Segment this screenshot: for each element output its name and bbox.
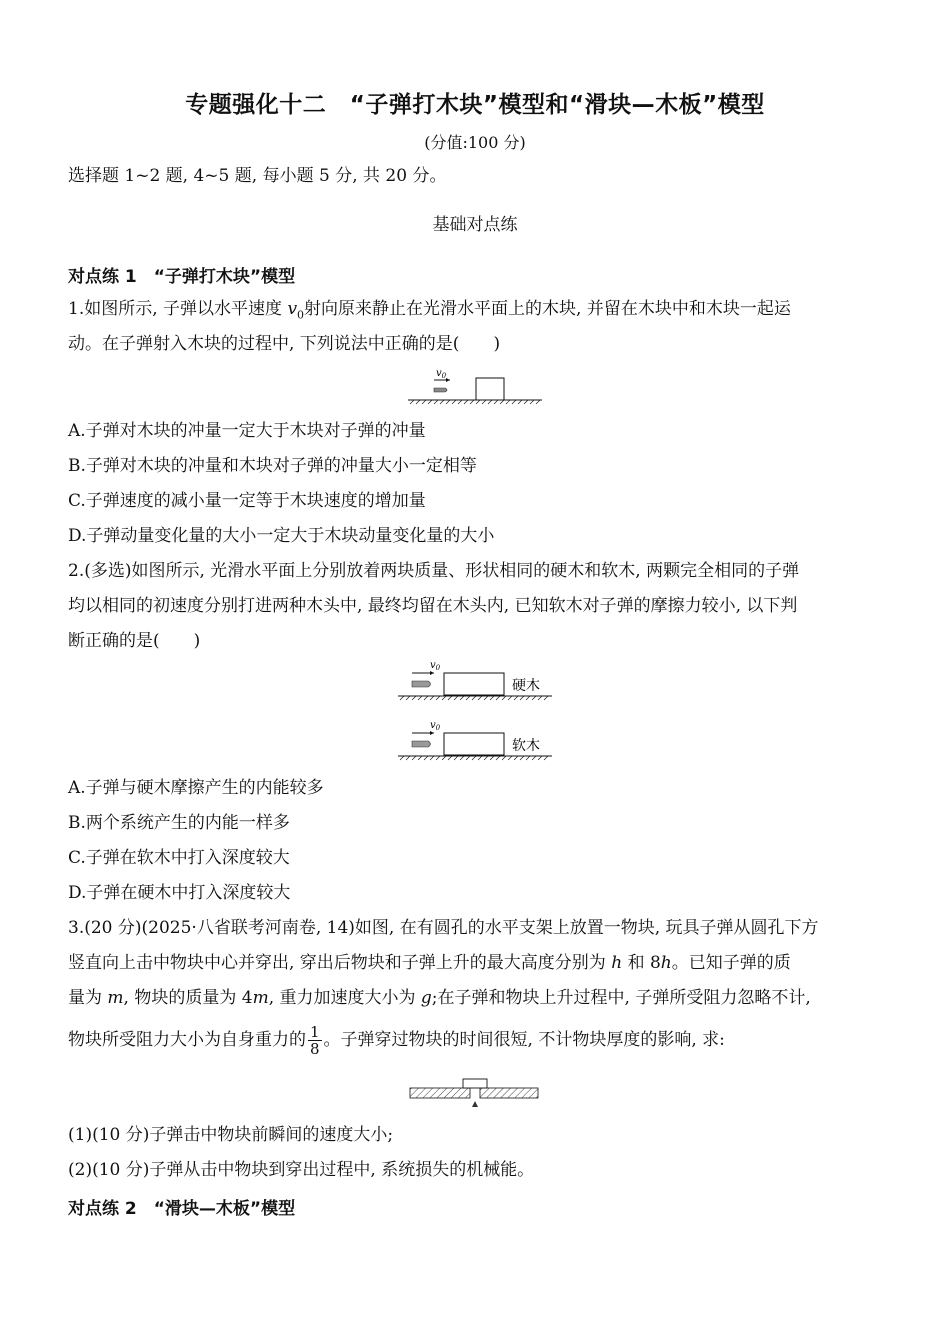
q1-text-line-1: 1.如图所示, 子弹以水平速度 $v_0$射向原来静止在光滑水平面上的木块, 并留在木块中和木块一起运 <box>68 299 791 322</box>
q3-text-line-2: 竖直向上击中物块中心并穿出, 穿出后物块和子弹上升的最大高度分别为 h 和 8h。已知子弹的质 <box>68 953 791 973</box>
practice-1-heading: 对点练 1 “子弹打木块”模型 <box>68 267 296 287</box>
q3-text-line-4: 物块所受阻力大小为自身重力的 $\frac{1}{8}$ 。子弹穿过物块的时间很短, 不计物块厚度的影响, 求: <box>68 1023 725 1058</box>
q1-figure <box>400 364 550 408</box>
fraction-one-eighth: $\frac{1}{8}$ <box>310 1023 320 1058</box>
q3-sub-question-1: (1)(10 分)子弹击中物块前瞬间的速度大小; <box>68 1125 394 1145</box>
q1-text-line-2: 动。在子弹射入木块的过程中, 下列说法中正确的是( ) <box>68 334 501 354</box>
q3-fig-bullet <box>472 1101 478 1107</box>
q1-fig-v0-label: $v_0$ <box>436 368 447 380</box>
q1-option-b[interactable]: B.子弹对木块的冲量和木块对子弹的冲量大小一定相等 <box>68 456 477 476</box>
section-heading: 基础对点练 <box>432 215 518 235</box>
q3-text-line-1: 3.(20 分)(2025·八省联考河南卷, 14)如图, 在有圆孔的水平支架上放置一物块, 玩具子弹从圆孔下方 <box>68 918 819 938</box>
q2-text-line-3: 断正确的是( ) <box>68 631 201 651</box>
q3-sub-question-2: (2)(10 分)子弹从击中物块到穿出过程中, 系统损失的机械能。 <box>68 1160 535 1180</box>
q1-option-d[interactable]: D.子弹动量变化量的大小一定大于木块动量变化量的大小 <box>68 526 495 546</box>
q2-figure-hardwood <box>392 656 562 704</box>
q2-hard-block <box>444 673 504 695</box>
q1-fig-block <box>476 378 504 400</box>
q3-fig-block <box>463 1079 487 1088</box>
q3-text-line-3: 量为 m, 物块的质量为 4m, 重力加速度大小为 g;在子弹和物块上升过程中, 子弹所受阻力忽略不计, <box>68 988 811 1008</box>
q1-option-a[interactable]: A.子弹对木块的冲量一定大于木块对子弹的冲量 <box>68 421 426 441</box>
q2-option-c[interactable]: C.子弹在软木中打入深度较大 <box>68 848 290 868</box>
q3-fig-support-left <box>410 1088 470 1098</box>
q2-text-line-1: 2.(多选)如图所示, 光滑水平面上分别放着两块质量、形状相同的硬木和软木, 两颗完全相同的子弹 <box>68 561 800 581</box>
q3-figure <box>404 1074 544 1110</box>
instructions: 选择题 1~2 题, 4~5 题, 每小题 5 分, 共 20 分。 <box>68 166 447 186</box>
q2-figure-softwood <box>392 716 562 764</box>
page-title: 专题强化十二 “子弹打木块”模型和“滑块—木板”模型 <box>185 92 765 118</box>
q3-fig-support-right <box>480 1088 538 1098</box>
q2-hard-bullet <box>412 681 431 687</box>
svg-text:v0: $v_0$ <box>430 660 441 672</box>
q2-hard-label: 硬木 <box>512 678 540 694</box>
q2-option-b[interactable]: B.两个系统产生的内能一样多 <box>68 813 290 833</box>
q1-option-c[interactable]: C.子弹速度的减小量一定等于木块速度的增加量 <box>68 491 426 511</box>
q2-soft-bullet <box>412 741 431 747</box>
q2-text-line-2: 均以相同的初速度分别打进两种木头中, 最终均留在木头内, 已知软木对子弹的摩擦力较小, 以下判 <box>68 596 798 616</box>
q2-soft-block <box>444 733 504 755</box>
practice-2-heading: 对点练 2 “滑块—木板”模型 <box>68 1199 296 1219</box>
svg-text:v0: $v_0$ <box>430 720 441 732</box>
q1-fig-bullet <box>434 388 447 392</box>
q2-soft-label: 软木 <box>512 738 540 754</box>
q2-option-d[interactable]: D.子弹在硬木中打入深度较大 <box>68 883 291 903</box>
score-note: (分值:100 分) <box>424 133 526 152</box>
q2-option-a[interactable]: A.子弹与硬木摩擦产生的内能较多 <box>68 778 324 798</box>
